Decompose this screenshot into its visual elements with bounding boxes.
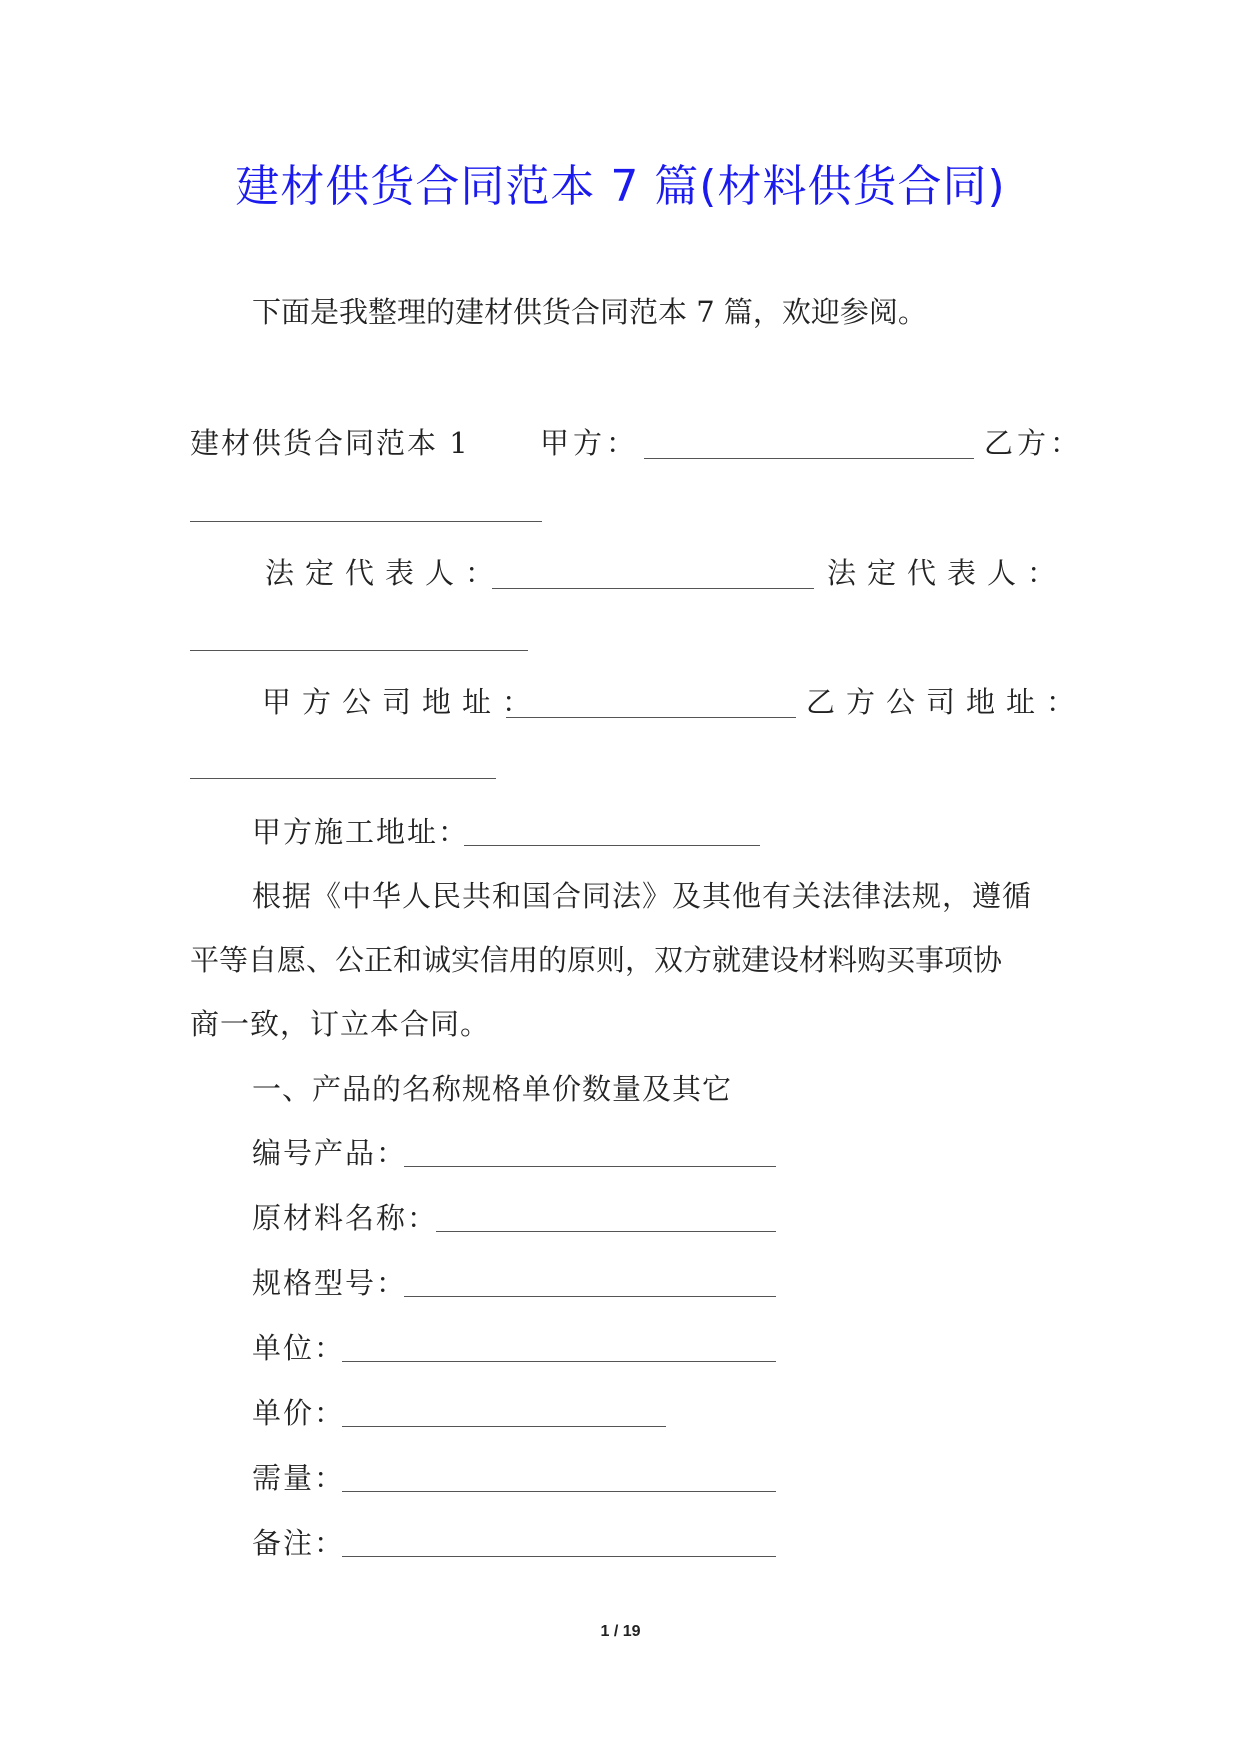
field-demand-blank [342, 1491, 776, 1492]
site-address-label: 甲方施工地址： [252, 815, 470, 849]
party-a-blank [644, 458, 974, 459]
party-b-label: 乙方： [984, 426, 1084, 460]
legal-rep-b-label: 法定代表人： [827, 556, 1068, 590]
field-material-name-label: 原材料名称： [252, 1201, 439, 1235]
address-b-blank [190, 778, 496, 779]
address-b-label: 乙方公司地址： [806, 685, 1087, 719]
field-unit-label: 单位： [252, 1331, 346, 1365]
field-spec-model-blank [404, 1296, 776, 1297]
legal-rep-b-blank [190, 650, 528, 651]
legal-rep-a-label: 法定代表人： [265, 556, 506, 590]
field-product-number-label: 编号产品： [252, 1136, 408, 1170]
field-unit-price-label: 单价： [252, 1396, 346, 1430]
page-number: 1 / 19 [600, 1623, 641, 1640]
document-title: 建材供货合同范本 7 篇(材料供货合同) [235, 161, 1006, 212]
address-a-label: 甲方公司地址： [262, 685, 543, 719]
legal-rep-a-blank [492, 588, 814, 589]
section-heading: 建材供货合同范本 1 [190, 426, 470, 460]
party-b-blank [190, 521, 542, 522]
paragraph-line-1: 根据《中华人民共和国合同法》及其他有关法律法规，遵循 [252, 879, 1033, 913]
field-unit-blank [342, 1361, 776, 1362]
party-a-label: 甲方： [540, 426, 640, 460]
paragraph-line-3: 商一致，订立本合同。 [190, 1007, 491, 1041]
clause-heading: 一、产品的名称规格单价数量及其它 [252, 1072, 733, 1106]
field-material-name-blank [436, 1231, 776, 1232]
field-product-number-blank [404, 1166, 776, 1167]
address-a-blank [506, 717, 796, 718]
field-spec-model-label: 规格型号： [252, 1266, 408, 1300]
field-remarks-label: 备注： [252, 1526, 346, 1560]
field-unit-price-blank [342, 1426, 666, 1427]
paragraph-line-2: 平等自愿、公正和诚实信用的原则，双方就建设材料购买事项协 [190, 943, 1003, 977]
field-remarks-blank [342, 1556, 776, 1557]
intro-text: 下面是我整理的建材供货合同范本 7 篇，欢迎参阅。 [252, 295, 927, 329]
site-address-blank [464, 845, 760, 846]
field-demand-label: 需量： [252, 1461, 346, 1495]
